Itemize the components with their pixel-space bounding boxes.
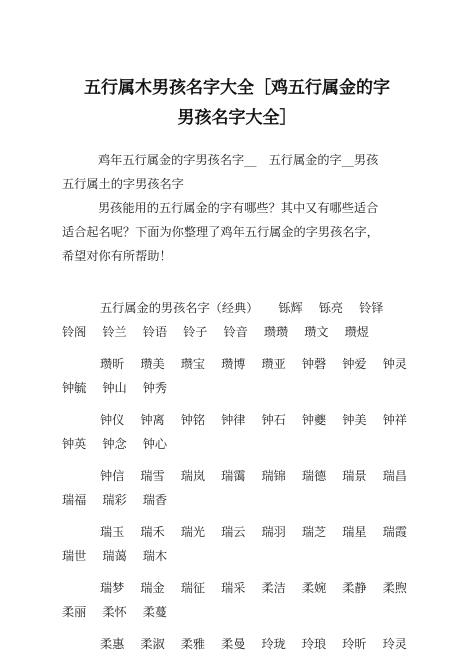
name-row <box>62 352 422 376</box>
name-item: 钟英 <box>62 437 87 451</box>
name-row <box>62 520 422 544</box>
name-row <box>62 632 422 656</box>
name-item: 钟石 <box>261 413 286 427</box>
name-item: 瑞霭 <box>221 469 246 483</box>
question-paragraph <box>62 196 422 268</box>
name-item: 瓒博 <box>221 357 246 371</box>
name-item: 钟毓 <box>62 381 87 395</box>
name-item: 钟爱 <box>342 357 367 371</box>
name-row <box>62 320 422 344</box>
name-row <box>62 544 422 568</box>
name-item: 铃阁 <box>62 325 87 339</box>
name-item: 钟律 <box>221 413 246 427</box>
name-item: 柔静 <box>342 581 367 595</box>
name-item: 铄辉 <box>278 301 303 315</box>
name-item: 铄亮 <box>318 301 344 315</box>
name-item: 柔煦 <box>382 581 407 595</box>
name-item: 柔怀 <box>102 605 127 619</box>
document-title-line-1: 五行属木男孩名字大全［鸡五行属金的字 <box>84 78 390 98</box>
question-line-1: 男孩能用的五行属金的字有哪些？其中又有哪些适合 <box>98 201 379 215</box>
name-item: 瑞蔼 <box>102 549 127 563</box>
name-row <box>62 408 422 432</box>
name-item: 柔丽 <box>62 605 87 619</box>
name-item: 瑞征 <box>180 581 206 595</box>
name-item: 瓒美 <box>140 357 165 371</box>
name-item: 玲昕 <box>342 637 367 651</box>
name-list-heading: 五行属金的男孩名字（经典） <box>100 301 259 315</box>
group-gap <box>62 344 422 352</box>
name-item: 瓒亚 <box>261 357 286 371</box>
name-row <box>62 432 422 456</box>
name-item: 瑞禾 <box>140 525 165 539</box>
name-item: 铃兰 <box>102 325 127 339</box>
name-item: 铃铎 <box>359 301 384 315</box>
name-item: 钟离 <box>140 413 165 427</box>
name-item: 瓒昕 <box>100 357 125 371</box>
group-gap <box>62 456 422 464</box>
name-item: 钟祥 <box>382 413 407 427</box>
name-item: 瑞羽 <box>261 525 286 539</box>
name-item: 铃音 <box>223 325 248 339</box>
intro-line-1: 鸡年五行属金的字男孩名字__ 五行属金的字__男孩 <box>98 153 379 167</box>
name-item: 瑞芝 <box>301 525 327 539</box>
name-row <box>62 576 422 600</box>
name-item: 柔曼 <box>221 637 246 651</box>
name-item: 钟心 <box>142 437 168 451</box>
name-item: 瑞金 <box>140 581 165 595</box>
name-item: 瑞星 <box>342 525 367 539</box>
name-item: 瑞采 <box>221 581 246 595</box>
name-item: 钟夔 <box>301 413 327 427</box>
document-title-line-2: 男孩名字大全］ <box>177 108 297 128</box>
name-item: 柔蔓 <box>142 605 168 619</box>
name-item: 柔雅 <box>180 637 206 651</box>
name-item: 钟秀 <box>142 381 168 395</box>
name-item: 瑞雪 <box>140 469 165 483</box>
name-item: 瓒瓒 <box>263 325 289 339</box>
name-item: 瑞德 <box>301 469 327 483</box>
intro-paragraph <box>62 148 422 196</box>
name-item: 钟灵 <box>382 357 407 371</box>
name-item: 钟山 <box>102 381 127 395</box>
name-item: 钟信 <box>100 469 125 483</box>
name-item: 瑞光 <box>180 525 206 539</box>
name-item: 玲珑 <box>261 637 286 651</box>
name-item: 柔淑 <box>140 637 165 651</box>
group-gap <box>62 512 422 520</box>
name-item: 瑞木 <box>142 549 168 563</box>
name-item: 钟铭 <box>180 413 206 427</box>
name-list <box>62 296 422 656</box>
name-row <box>62 600 422 624</box>
name-item: 瑞彩 <box>102 493 127 507</box>
name-item: 玲灵 <box>382 637 407 651</box>
name-item: 瑞香 <box>142 493 168 507</box>
name-item: 瓒宝 <box>180 357 206 371</box>
name-row <box>62 296 422 320</box>
name-item: 瑞福 <box>62 493 87 507</box>
name-item: 钟磬 <box>301 357 327 371</box>
name-row <box>62 464 422 488</box>
group-gap <box>62 568 422 576</box>
name-item: 瓒文 <box>304 325 329 339</box>
name-item: 柔惠 <box>100 637 125 651</box>
name-item: 柔洁 <box>261 581 286 595</box>
question-line-2: 适合起名呢？下面为你整理了鸡年五行属金的字男孩名字， <box>62 225 379 239</box>
name-item: 瑞景 <box>342 469 367 483</box>
name-item: 瑞梦 <box>100 581 125 595</box>
name-item: 瑞岚 <box>180 469 206 483</box>
name-item: 钟仪 <box>100 413 125 427</box>
name-item: 瑞昌 <box>382 469 407 483</box>
group-gap <box>62 400 422 408</box>
name-item: 瑞锦 <box>261 469 286 483</box>
question-line-3: 希望对你有所帮助！ <box>62 249 172 263</box>
name-row <box>62 376 422 400</box>
name-item: 铃子 <box>183 325 208 339</box>
name-item: 瓒煜 <box>344 325 369 339</box>
name-item: 玲琅 <box>301 637 327 651</box>
name-item: 铃语 <box>142 325 168 339</box>
name-item: 钟美 <box>342 413 367 427</box>
name-row <box>62 488 422 512</box>
name-item: 柔婉 <box>301 581 327 595</box>
name-item: 瑞玉 <box>100 525 125 539</box>
name-item: 钟念 <box>102 437 127 451</box>
name-item: 瑞云 <box>221 525 246 539</box>
name-item: 瑞世 <box>62 549 87 563</box>
name-item: 瑞霞 <box>382 525 407 539</box>
group-gap <box>62 624 422 632</box>
intro-line-2: 五行属土的字男孩名字 <box>62 177 184 191</box>
